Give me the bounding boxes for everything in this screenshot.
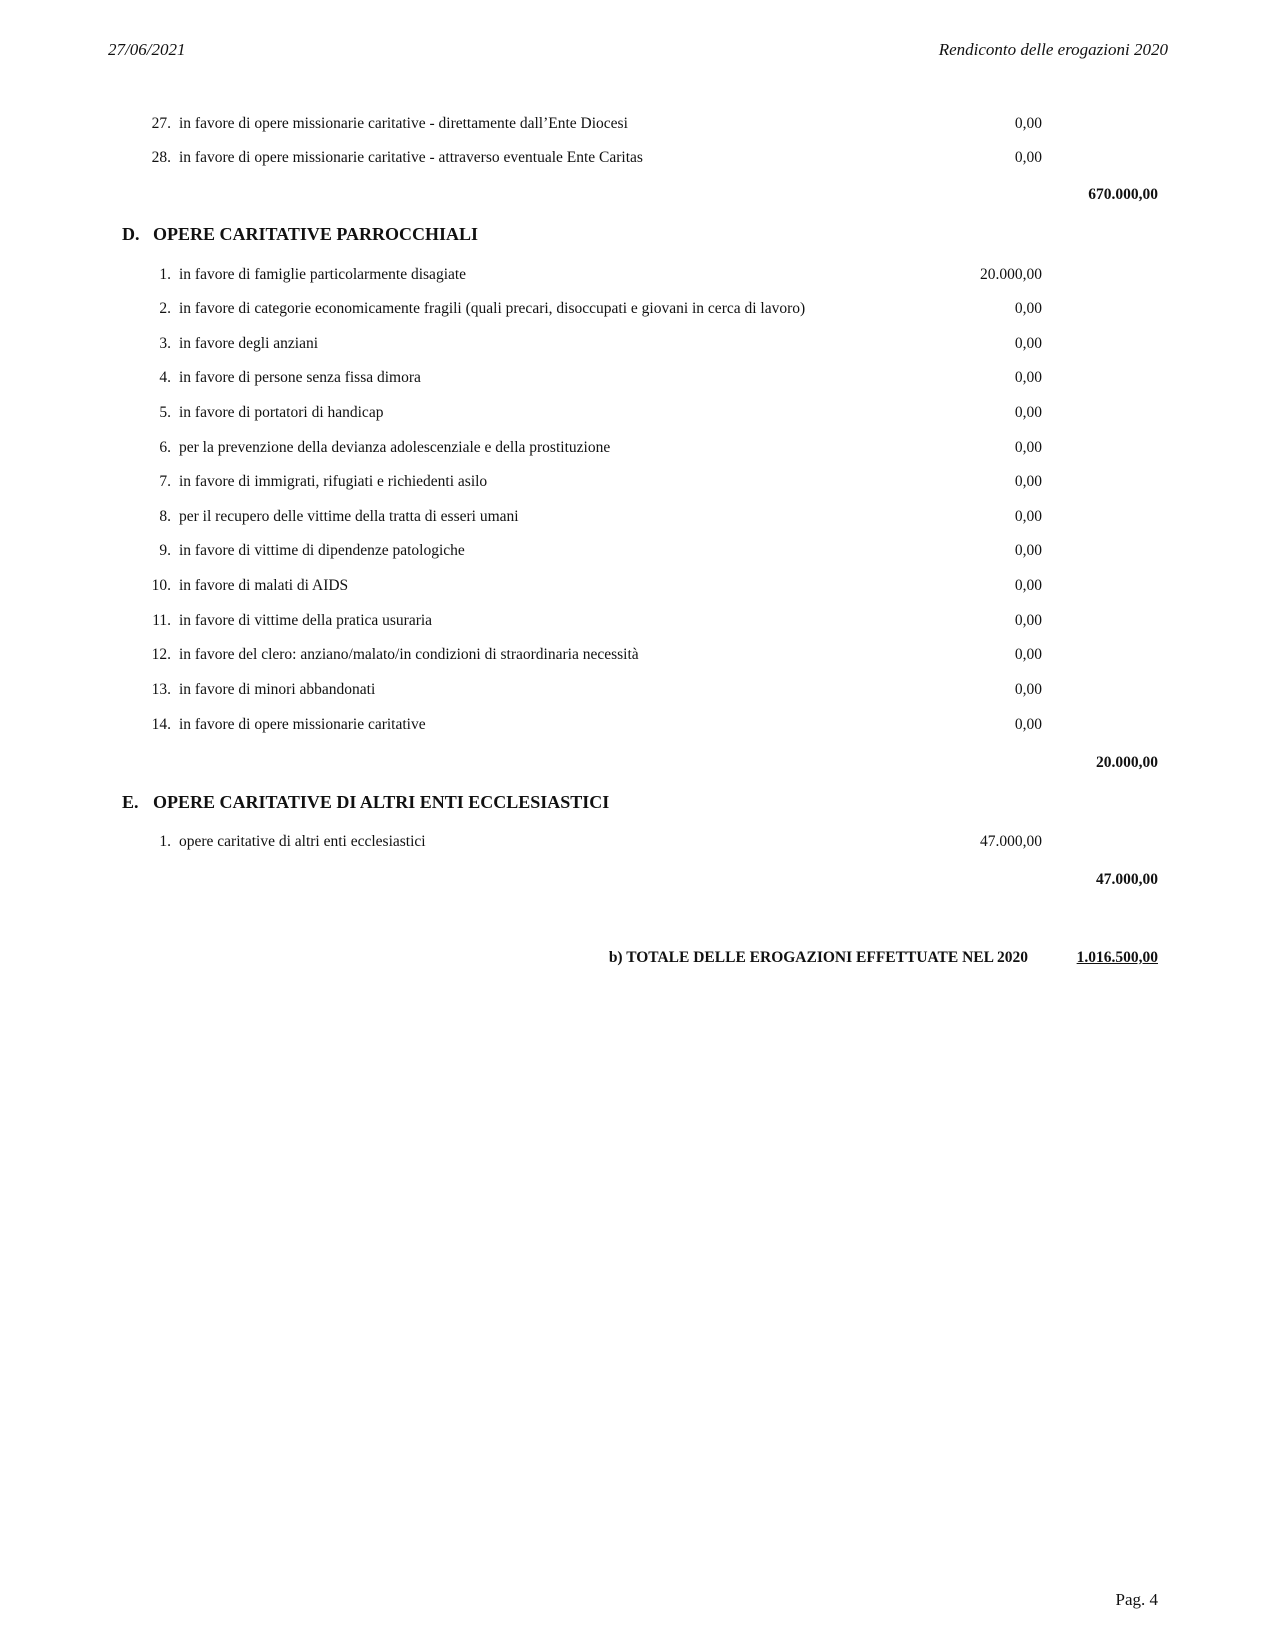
- item-description: in favore di opere missionarie caritative - attraverso eventuale Ente Caritas: [179, 149, 643, 166]
- item-amount: 0,00: [1014, 646, 1042, 663]
- item-number: 14.: [151, 716, 171, 733]
- item-description: in favore di vittime della pratica usuraria: [179, 612, 433, 629]
- grand-total-value: 1.016.500,00: [1076, 949, 1158, 966]
- table-row: [0, 266, 1275, 288]
- item-amount: 0,00: [1014, 542, 1042, 559]
- table-row: [0, 439, 1275, 461]
- table-row: [0, 681, 1275, 703]
- item-number: 9.: [159, 542, 171, 559]
- item-number: 10.: [151, 577, 171, 594]
- item-description: in favore di portatori di handicap: [179, 404, 384, 421]
- table-row: [0, 508, 1275, 530]
- section-letter: E.: [122, 792, 139, 812]
- item-amount: 0,00: [1014, 612, 1042, 629]
- table-row: [0, 404, 1275, 426]
- item-amount: 0,00: [1014, 508, 1042, 525]
- section-d-heading: [122, 224, 478, 245]
- header-date: 27/06/2021: [108, 40, 186, 59]
- item-number: 8.: [159, 508, 171, 525]
- item-description: per la prevenzione della devianza adolescenziale e della prostituzione: [179, 439, 611, 456]
- item-amount: 0,00: [1014, 369, 1042, 386]
- item-amount: 0,00: [1014, 577, 1042, 594]
- table-row: [0, 577, 1275, 599]
- item-description: in favore di opere missionarie caritative - direttamente dall’Ente Diocesi: [179, 115, 628, 132]
- item-amount: 0,00: [1014, 149, 1042, 166]
- item-amount: 0,00: [1014, 300, 1042, 317]
- item-description: in favore del clero: anziano/malato/in condizioni di straordinaria necessità: [179, 646, 639, 663]
- page-number: Pag. 4: [1115, 1590, 1158, 1609]
- item-number: 1.: [159, 833, 171, 850]
- item-description: in favore di minori abbandonati: [179, 681, 376, 698]
- table-row: [0, 473, 1275, 495]
- item-number: 7.: [159, 473, 171, 490]
- section-d-subtotal: 20.000,00: [1096, 754, 1158, 771]
- item-number: 13.: [151, 681, 171, 698]
- item-amount: 20.000,00: [980, 266, 1042, 283]
- item-description: in favore di vittime di dipendenze patologiche: [179, 542, 465, 559]
- item-amount: 0,00: [1014, 404, 1042, 421]
- item-number: 1.: [159, 266, 171, 283]
- item-amount: 0,00: [1014, 115, 1042, 132]
- item-amount: 47.000,00: [980, 833, 1042, 850]
- item-number: 11.: [152, 612, 171, 629]
- item-number: 5.: [159, 404, 171, 421]
- item-description: in favore di famiglie particolarmente disagiate: [179, 266, 467, 283]
- grand-total-label: b) TOTALE DELLE EROGAZIONI EFFETTUATE NEL 2020: [608, 949, 1028, 966]
- item-number: 12.: [151, 646, 171, 663]
- item-number: 4.: [159, 369, 171, 386]
- table-row: [0, 542, 1275, 564]
- table-row: [0, 335, 1275, 357]
- item-description: in favore di malati di AIDS: [179, 577, 349, 594]
- table-row: [0, 115, 1275, 137]
- item-description: in favore di immigrati, rifugiati e richiedenti asilo: [179, 473, 488, 490]
- table-row: [0, 716, 1275, 738]
- item-amount: 0,00: [1014, 473, 1042, 490]
- item-description: opere caritative di altri enti ecclesiastici: [179, 833, 426, 850]
- item-number: 28.: [151, 149, 171, 166]
- item-number: 3.: [159, 335, 171, 352]
- item-amount: 0,00: [1014, 716, 1042, 733]
- header-title: Rendiconto delle erogazioni 2020: [938, 40, 1168, 59]
- item-number: 2.: [159, 300, 171, 317]
- item-amount: 0,00: [1014, 439, 1042, 456]
- table-row: [0, 369, 1275, 391]
- item-number: 27.: [151, 115, 171, 132]
- section-title: OPERE CARITATIVE PARROCCHIALI: [153, 224, 479, 244]
- item-amount: 0,00: [1014, 681, 1042, 698]
- table-row: [0, 149, 1275, 171]
- table-row: [0, 833, 1275, 855]
- item-description: per il recupero delle vittime della tratta di esseri umani: [179, 508, 519, 525]
- section-letter: D.: [122, 224, 140, 244]
- item-amount: 0,00: [1014, 335, 1042, 352]
- section-title: OPERE CARITATIVE DI ALTRI ENTI ECCLESIASTICI: [153, 792, 610, 812]
- section-e-heading: [122, 792, 609, 813]
- section-e-subtotal: 47.000,00: [1096, 871, 1158, 888]
- item-description: in favore di opere missionarie caritative: [179, 716, 426, 733]
- item-description: in favore di persone senza fissa dimora: [179, 369, 421, 386]
- table-row: [0, 612, 1275, 634]
- table-row: [0, 300, 1275, 322]
- item-number: 6.: [159, 439, 171, 456]
- table-row: [0, 646, 1275, 668]
- item-description: in favore di categorie economicamente fragili (quali precari, disoccupati e giovani in cerca di lavoro): [179, 300, 806, 317]
- item-description: in favore degli anziani: [179, 335, 319, 352]
- section-c-subtotal: 670.000,00: [1088, 186, 1158, 203]
